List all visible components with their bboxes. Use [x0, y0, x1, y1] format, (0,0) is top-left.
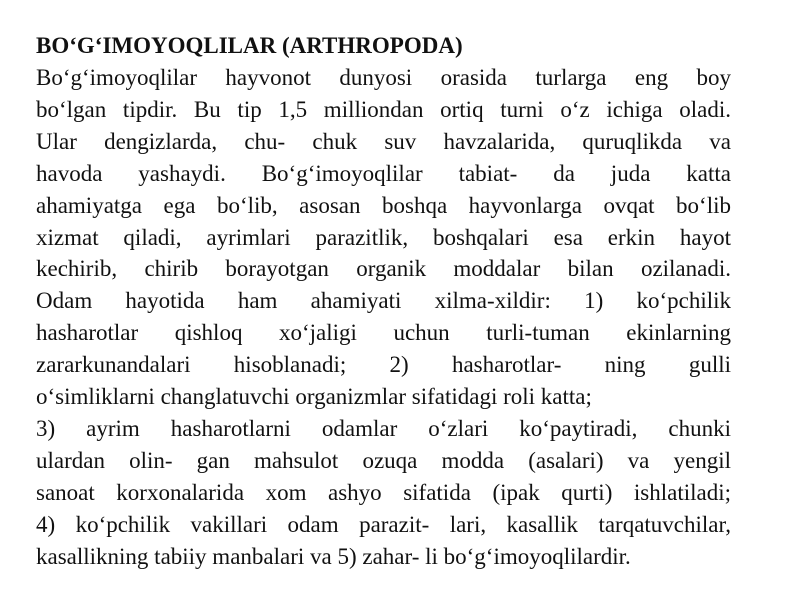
paragraph-line: xizmat qiladi, ayrimlari parazitlik, boshqalari esa erkin hayot: [36, 224, 731, 250]
paragraph-line: o‘simliklarni changlatuvchi organizmlar sifatidagi roli katta;: [36, 384, 592, 410]
paragraph-line: zararkunandalari hisoblanadi; 2) hasharotlar- ning gulli: [36, 352, 731, 378]
paragraph-line: 4) ko‘pchilik vakillari odam parazit- lari, kasallik tarqatuvchilar,: [36, 511, 731, 537]
paragraph-line: bo‘lgan tipdir. Bu tip 1,5 milliondan ortiq turni o‘z ichiga oladi.: [36, 96, 731, 122]
paragraph-line: hasharotlar qishloq xo‘jaligi uchun turli-tuman ekinlarning: [36, 320, 731, 346]
paragraph-line: Bo‘g‘imoyoqlilar hayvonot dunyosi orasida turlarga eng boy: [36, 65, 731, 90]
paragraph-line: kechirib, chirib borayotgan organik moddalar bilan ozilanadi.: [36, 256, 731, 282]
paragraph-line: sanoat korxonalarida xom ashyo sifatida (ipak qurti) ishlatiladi;: [36, 479, 731, 505]
paragraph-line: 3) ayrim hasharotlarni odamlar o‘zlari ko‘paytiradi, chunki: [36, 415, 731, 441]
paragraph-line: havoda yashaydi. Bo‘g‘imoyoqlilar tabiat- da juda katta: [36, 160, 731, 186]
paragraph-line: Ular dengizlarda, chu- chuk suv havzalarida, quruqlikda va: [36, 128, 731, 154]
paragraph-line: kasallikning tabiiy manbalari va 5) zahar- li bo‘g‘imoyoqlilardir.: [36, 543, 631, 569]
paragraph-line: Odam hayotida ham ahamiyati xilma-xildir: 1) ko‘pchilik: [36, 288, 731, 314]
paragraph-line: ulardan olin- gan mahsulot ozuqa modda (asalari) va yengil: [36, 447, 731, 473]
paragraph-line: ahamiyatga ega bo‘lib, asosan boshqa hayvonlarga ovqat bo‘lib: [36, 192, 731, 218]
page-title: BO‘G‘IMOYOQLILAR (ARTHROPODA): [36, 33, 463, 58]
body-paragraph: [36, 62, 731, 573]
document-page: [36, 30, 731, 573]
